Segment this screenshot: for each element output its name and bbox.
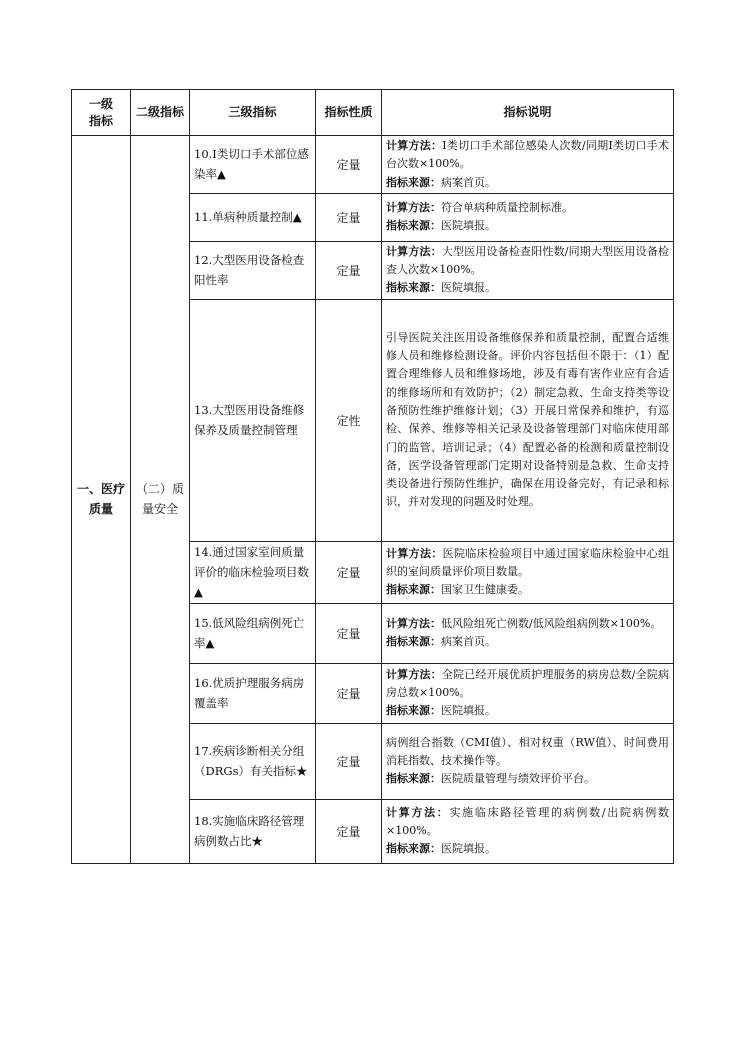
indicator-description (382, 541, 674, 603)
description-line (386, 199, 669, 217)
indicator-description (382, 299, 674, 541)
header-level3: 三级指标 (190, 90, 316, 136)
description-line-text: 大型医用设备检查阳性数/同期大型医用设备检查人次数×100%。 (386, 244, 669, 277)
description-line (386, 666, 669, 703)
description-line-text: 符合单病种质量控制标准。 (441, 201, 573, 215)
indicator-description (382, 241, 674, 299)
description-line (386, 615, 669, 633)
level1-indicator-cell (72, 136, 131, 864)
indicator-nature: 定量 (316, 723, 382, 799)
header-description: 指标说明 (382, 90, 674, 136)
description-line-text: 病例组合指数（CMI值）、相对权重（RW值）、时间费用消耗指数、技术操作等。 (386, 735, 669, 768)
indicator-nature: 定量 (316, 603, 382, 663)
level1-indicator-label: 一、医疗质量 (77, 482, 126, 517)
description-line-text: 低风险组死亡例数/低风险组病例数×100%。 (441, 616, 662, 630)
indicator-nature: 定量 (316, 136, 382, 194)
description-line-text: 医院填报。 (441, 219, 496, 233)
indicator-description (382, 799, 674, 863)
indicator-table (71, 89, 674, 864)
description-line-text: 国家卫生健康委。 (441, 583, 529, 597)
indicator-nature: 定量 (316, 663, 382, 723)
indicator-description (382, 663, 674, 723)
description-line (386, 329, 669, 512)
description-line-label: 计算方法： (386, 805, 450, 819)
table-header-row (72, 90, 674, 136)
indicator-nature: 定量 (316, 541, 382, 603)
indicator-nature: 定量 (316, 799, 382, 863)
level2-indicator-cell (131, 136, 190, 864)
description-line-label: 计算方法： (386, 667, 442, 681)
description-line-label: 计算方法： (386, 616, 441, 630)
indicator-nature: 定量 (316, 241, 382, 299)
description-line-label: 指标来源： (386, 219, 441, 233)
level3-indicator-name: 10.Ⅰ类切口手术部位感染率▲ (190, 136, 316, 194)
description-line (386, 840, 669, 858)
description-line (386, 137, 669, 174)
description-line (386, 279, 669, 297)
description-line-label: 计算方法： (386, 139, 443, 152)
table-row (72, 136, 674, 194)
level3-indicator-name: 15.低风险组病例死亡率▲ (190, 603, 316, 663)
header-level2: 二级指标 (131, 90, 190, 136)
description-line (386, 702, 669, 720)
description-line-text: 医院填报。 (441, 281, 496, 295)
description-line (386, 174, 669, 192)
description-line-label: 指标来源： (386, 175, 441, 189)
description-line (386, 581, 669, 599)
description-line-label: 指标来源： (386, 842, 441, 856)
description-line-text: 医院临床检验项目中通过国家临床检验中心组织的室间质量评价项目数量。 (386, 546, 670, 579)
description-line-label: 计算方法： (386, 201, 441, 215)
level3-indicator-name: 17.疾病诊断相关分组（DRGs）有关指标★ (190, 723, 316, 799)
description-line-label: 指标来源： (386, 772, 441, 786)
description-line-label: 指标来源： (386, 281, 441, 295)
level3-indicator-name: 16.优质护理服务病房覆盖率 (190, 663, 316, 723)
indicator-description (382, 723, 674, 799)
description-line-text: 引导医院关注医用设备维修保养和质量控制，配置合适维修人员和维修检测设备。评价内容包括但不限于：（1）配置合理维修人员和维修场地，涉及有毒有害作业应有合适的维修场所和有效防护；（2）制定急救、生命支持类等设备预防性维护维修计划；（3）开展日常保养和维护，有巡检、保养、维修等相关记录及设备管理部门对临床使用部门的监管、培训记录；（4）配置必备的检测和质量控制设备，医学设备管理部门定期对设备特别是急救、生命支持类设备进行预防性维护，确保在用设备完好，有记录和标识，并对发现的问题及时处理。 (386, 330, 669, 509)
table-body (72, 136, 674, 864)
description-line-text: Ⅰ类切口手术部位感染人次数/同期Ⅰ类切口手术台次数×100%。 (386, 139, 670, 171)
description-line-label: 计算方法： (386, 546, 443, 560)
description-line-text: 医院填报。 (441, 704, 496, 718)
indicator-nature: 定性 (316, 299, 382, 541)
description-line-text: 病案首页。 (441, 175, 496, 189)
level3-indicator-name: 18.实施临床路径管理病例数占比★ (190, 799, 316, 863)
indicator-description (382, 603, 674, 663)
description-line-label: 指标来源： (386, 704, 441, 718)
description-line (386, 545, 669, 582)
level3-indicator-name: 13.大型医用设备维修保养及质量控制管理 (190, 299, 316, 541)
description-line-label: 指标来源： (386, 583, 441, 597)
description-line (386, 734, 669, 771)
level2-indicator-label: （二）质量安全 (135, 482, 184, 517)
description-line-text: 医院填报。 (441, 842, 496, 856)
description-line-text: 医院质量管理与绩效评价平台。 (441, 772, 595, 786)
description-line-text: 实施临床路径管理的病例数/出院病例数×100%。 (386, 805, 669, 838)
description-line (386, 217, 669, 235)
description-line (386, 243, 669, 280)
description-line-label: 计算方法： (386, 244, 442, 258)
description-line-label: 指标来源： (386, 635, 441, 649)
description-line (386, 804, 669, 841)
level3-indicator-name: 12.大型医用设备检查阳性率 (190, 241, 316, 299)
level3-indicator-name: 14.通过国家室间质量评价的临床检验项目数▲ (190, 541, 316, 603)
indicator-description (382, 193, 674, 241)
level3-indicator-name: 11.单病种质量控制▲ (190, 193, 316, 241)
header-level1: 一级指标 (72, 90, 131, 136)
description-line-text: 全院已经开展优质护理服务的病房总数/全院病房总数×100%。 (386, 667, 669, 700)
description-line-text: 病案首页。 (441, 635, 496, 649)
header-nature: 指标性质 (316, 90, 382, 136)
indicator-description (382, 136, 674, 194)
indicator-nature: 定量 (316, 193, 382, 241)
description-line (386, 770, 669, 788)
description-line (386, 633, 669, 651)
